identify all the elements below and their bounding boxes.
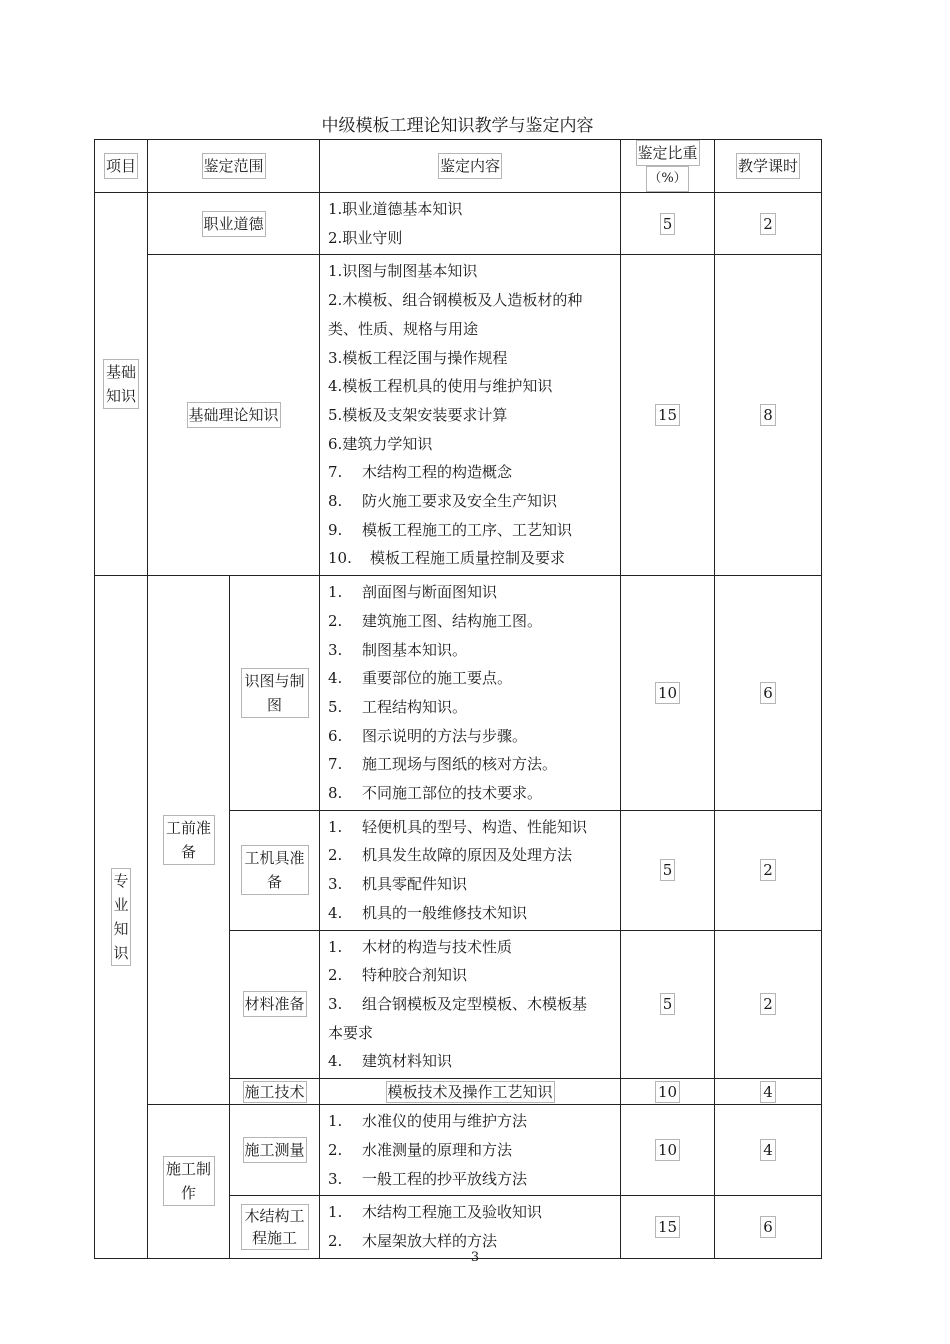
hours-survey: 4 [715, 1105, 822, 1196]
content-theory: 1.识图与制图基本知识 2.木模板、组合钢模板及人造板材的种 类、性质、规格与用途 3.模板工程泛围与操作规程 4.模板工程机具的使用与维护知识 5.模板及支架安装要求计算 6.建筑力学知识 7. 木结构工程的构造概念 8. 防火施工要求及安全生产知识 9. 模板工程施工的工序、工艺知识 10. 模板工程施工质量控制及要求 [320, 255, 621, 576]
header-content: 鉴定内容 [320, 140, 621, 193]
weight-tech: 10 [621, 1079, 715, 1105]
weight-drawing: 10 [621, 576, 715, 811]
scope-timber: 木结构工程施工 [230, 1196, 320, 1258]
hours-materials: 2 [715, 930, 822, 1079]
row-survey [95, 1105, 822, 1196]
row-drawing [95, 576, 822, 811]
scope-ethics: 职业道德 [148, 193, 320, 255]
scope-tools: 工机具准备 [230, 810, 320, 930]
category-professional: 专业知识 [95, 576, 148, 1258]
page-title: 中级模板工理论知识教学与鉴定内容 [321, 116, 594, 136]
content-tech: 模板技术及操作工艺知识 [320, 1079, 621, 1105]
assessment-table [94, 139, 822, 1259]
group-build: 施工制作 [148, 1105, 230, 1259]
hours-tools: 2 [715, 810, 822, 930]
scope-drawing: 识图与制图 [230, 576, 320, 811]
scope-materials: 材料准备 [230, 930, 320, 1079]
hours-drawing: 6 [715, 576, 822, 811]
row-theory [95, 255, 822, 576]
weight-tools: 5 [621, 810, 715, 930]
hours-tech: 4 [715, 1079, 822, 1105]
weight-theory: 15 [621, 255, 715, 576]
weight-ethics: 5 [621, 193, 715, 255]
content-materials: 1. 木材的构造与技术性质 2. 特种胶合剂知识 3. 组合钢模板及定型模板、木模板基 本要求 4. 建筑材料知识 [320, 930, 621, 1079]
header-weight: 鉴定比重 （%） [621, 140, 715, 193]
content-timber: 1. 木结构工程施工及验收知识 2. 木屋架放大样的方法 [320, 1196, 621, 1258]
page-number: 3 [470, 1250, 480, 1265]
row-ethics [95, 193, 822, 255]
scope-tech: 施工技术 [230, 1079, 320, 1105]
content-drawing: 1. 剖面图与断面图知识 2. 建筑施工图、结构施工图。 3. 制图基本知识。 4. 重要部位的施工要点。 5. 工程结构知识。 6. 图示说明的方法与步骤。 7. 施工现场与图纸的核对方法。 8. 不同施工部位的技术要求。 [320, 576, 621, 811]
content-survey: 1. 水准仪的使用与维护方法 2. 水准测量的原理和方法 3. 一般工程的抄平放线方法 [320, 1105, 621, 1196]
scope-survey: 施工测量 [230, 1105, 320, 1196]
hours-ethics: 2 [715, 193, 822, 255]
header-scope: 鉴定范围 [148, 140, 320, 193]
category-basic: 基础知识 [95, 193, 148, 576]
header-item: 项目 [95, 140, 148, 193]
scope-theory: 基础理论知识 [148, 255, 320, 576]
weight-materials: 5 [621, 930, 715, 1079]
weight-timber: 15 [621, 1196, 715, 1258]
content-ethics: 1.职业道德基本知识 2.职业守则 [320, 193, 621, 255]
weight-survey: 10 [621, 1105, 715, 1196]
header-row [95, 140, 822, 193]
header-hours: 教学课时 [715, 140, 822, 193]
hours-timber: 6 [715, 1196, 822, 1258]
hours-theory: 8 [715, 255, 822, 576]
content-tools: 1. 轻便机具的型号、构造、性能知识 2. 机具发生故障的原因及处理方法 3. 机具零配件知识 4. 机具的一般维修技术知识 [320, 810, 621, 930]
group-prep: 工前准备 [148, 576, 230, 1105]
